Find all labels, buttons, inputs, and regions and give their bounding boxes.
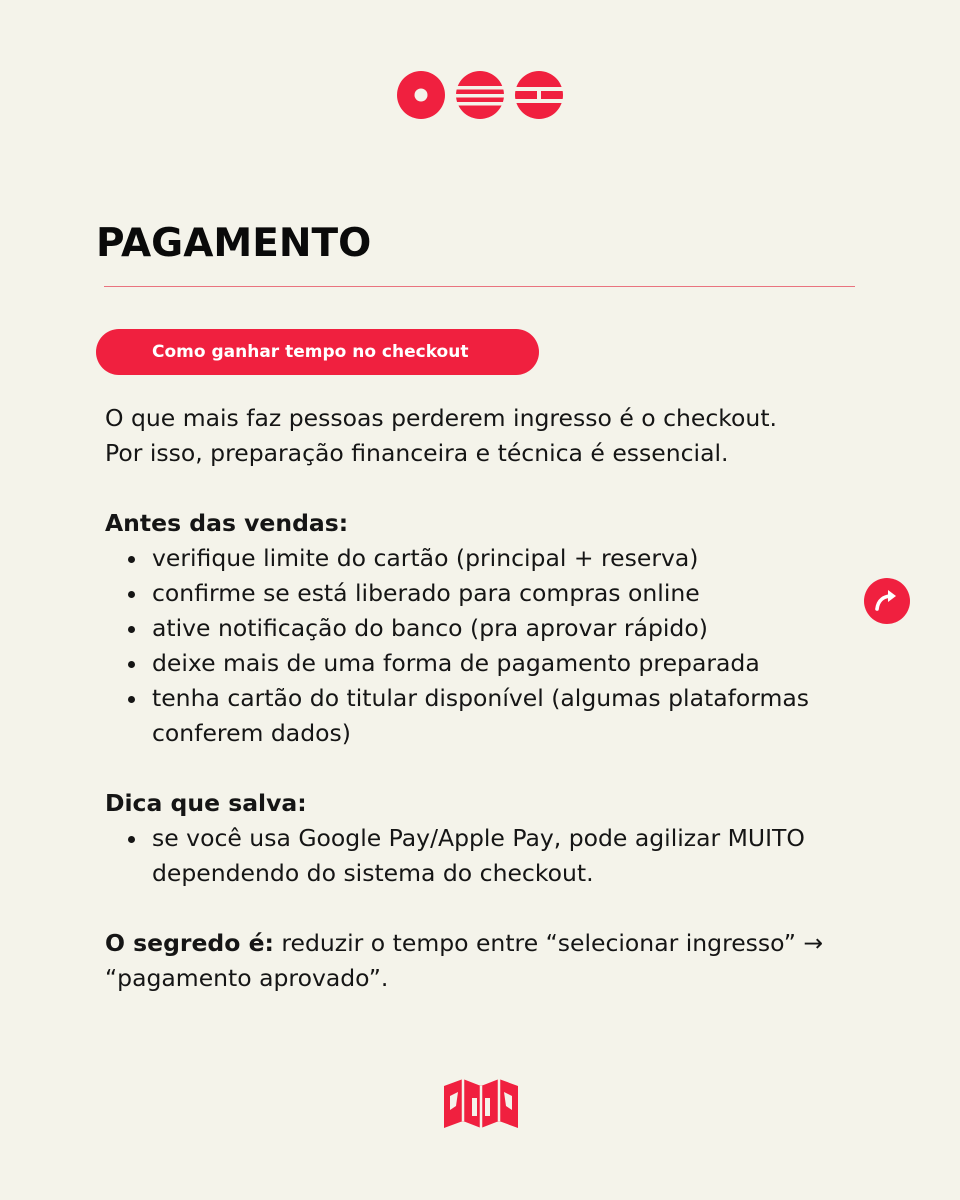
list-item: confirme se está liberado para compras online: [105, 576, 875, 611]
list-item: verifique limite do cartão (principal + reserva): [105, 541, 875, 576]
dica-label: Dica que salva:: [105, 789, 307, 817]
list-item: se você usa Google Pay/Apple Pay, pode agilizar MUITO dependendo do sistema do checkout.: [105, 821, 875, 891]
segredo-text: reduzir o tempo entre “selecionar ingresso” → “pagamento aprovado”.: [105, 929, 824, 992]
segredo-paragraph: [105, 926, 875, 996]
antes-label: Antes das vendas:: [105, 509, 349, 537]
dica-list: [105, 821, 875, 891]
three-circles-logo-icon: [396, 70, 564, 120]
next-slide-button[interactable]: [864, 578, 910, 624]
list-item: ative notificação do banco (pra aprovar rápido): [105, 611, 875, 646]
list-item: deixe mais de uma forma de pagamento preparada: [105, 646, 875, 681]
title-divider: [104, 286, 855, 287]
list-item: tenha cartão do titular disponível (algumas plataformas conferem dados): [105, 681, 875, 751]
curved-arrow-right-icon: [864, 578, 910, 624]
intro-line-1: O que mais faz pessoas perderem ingresso é o checkout.: [105, 404, 778, 432]
map-logo-icon: [442, 1076, 520, 1130]
intro-line-2: Por isso, preparação financeira e técnica é essencial.: [105, 439, 729, 467]
page-title: PAGAMENTO: [96, 221, 372, 266]
segredo-label: O segredo é:: [105, 929, 274, 957]
antes-list: [105, 541, 875, 751]
section-pill: Como ganhar tempo no checkout: [96, 329, 539, 375]
main-content: [105, 401, 875, 996]
